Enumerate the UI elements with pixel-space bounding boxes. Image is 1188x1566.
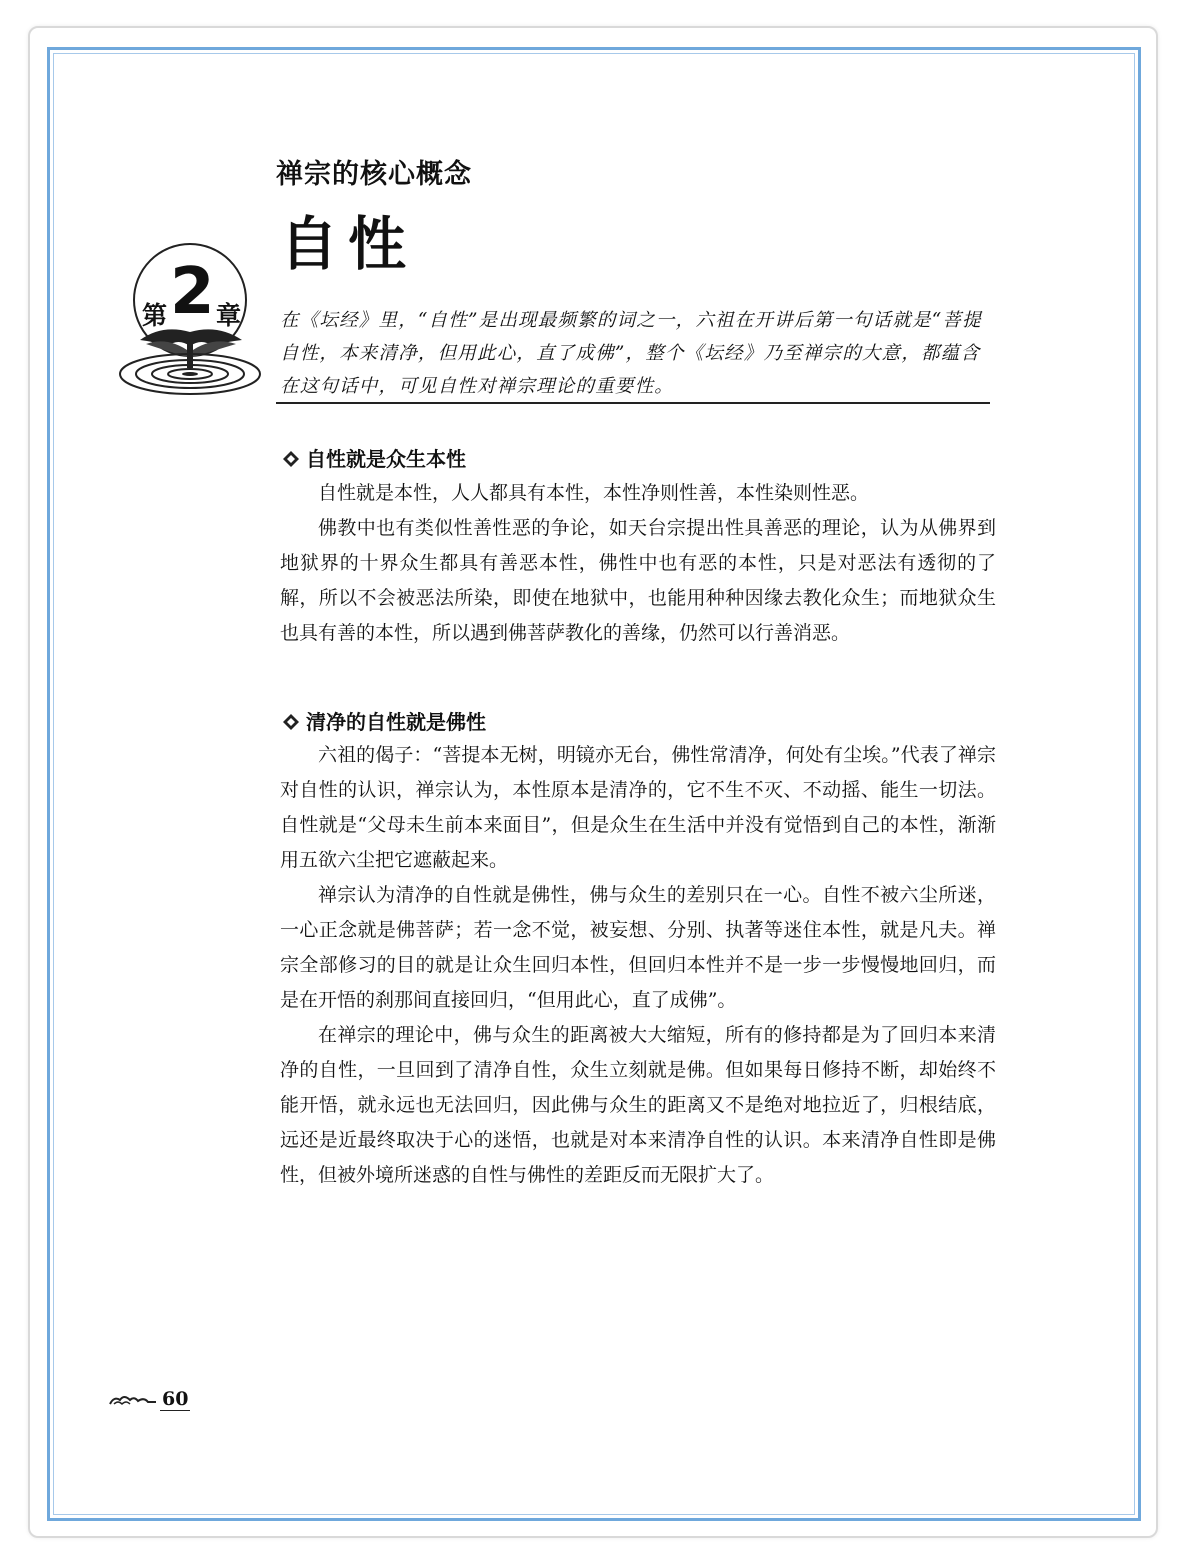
chapter-label bbox=[112, 255, 272, 342]
chapter-suffix: 章 bbox=[216, 301, 242, 330]
section-heading-1 bbox=[282, 443, 466, 472]
page-number: 60 bbox=[162, 1388, 189, 1410]
cloud-ornament-icon bbox=[108, 1392, 158, 1408]
paragraph: 在禅宗的理论中，佛与众生的距离被大大缩短，所有的修持都是为了回归本来清净的自性，一旦回到了清净自性，众生立刻就是佛。但如果每日修持不断，却始终不能开悟，就永远也无法回归，因此佛与众生的距离又不是绝对地拉近了，归根结底，远还是近最终取决于心的迷悟，也就是对本来清净自性的认识。本来清净自性即是佛性，但被外境所迷惑的自性与佛性的差距反而无限扩大了。 bbox=[280, 1024, 996, 1186]
chapter-intro: 在《坛经》里，“自性”是出现最频繁的词之一，六祖在开讲后第一句话就是“菩提自性，本来清净，但用此心，直了成佛”，整个《坛经》乃至禅宗的大意，都蕴含在这句话中，可见自性对禅宗理论的重要性。 bbox=[280, 310, 982, 397]
paragraph: 自性就是本性，人人都具有本性，本性净则性善，本性染则性恶。 bbox=[318, 482, 870, 504]
paragraph: 六祖的偈子：“菩提本无树，明镜亦无台，佛性常清净，何处有尘埃。”代表了禅宗对自性的认识，禅宗认为，本性原本是清净的，它不生不灭、不动摇、能生一切法。自性就是“父母未生前本来面目”，但是众生在生活中并没有觉悟到自己的本性，渐渐用五欲六尘把它遮蔽起来。 bbox=[280, 744, 996, 871]
chapter-subtitle: 禅宗的核心概念 bbox=[276, 159, 472, 190]
section-heading-2-text: 清净的自性就是佛性 bbox=[306, 710, 486, 734]
diamond-bullet-icon bbox=[282, 450, 300, 468]
section-heading-2 bbox=[282, 706, 486, 735]
chapter-title: 自性 bbox=[280, 210, 417, 278]
section-heading-1-text: 自性就是众生本性 bbox=[306, 447, 466, 471]
paragraph: 佛教中也有类似性善性恶的争论，如天台宗提出性具善恶的理论，认为从佛界到地狱界的十界众生都具有善恶本性，佛性中也有恶的本性，只是对恶法有透彻的了解，所以不会被恶法所染，即使在地狱中，也能用种种因缘去教化众生；而地狱众生也具有善的本性，所以遇到佛菩萨教化的善缘，仍然可以行善消恶。 bbox=[280, 517, 996, 644]
chapter-number: 2 bbox=[170, 255, 215, 329]
section-body-2 bbox=[280, 738, 996, 1193]
section-body-1 bbox=[280, 476, 996, 651]
paragraph: 禅宗认为清净的自性就是佛性，佛与众生的差别只在一心。自性不被六尘所迷，一心正念就是佛菩萨；若一念不觉，被妄想、分别、执著等迷住本性，就是凡夫。禅宗全部修习的目的就是让众生回归本性，但回归本性并不是一步一步慢慢地回归，而是在开悟的刹那间直接回归，“但用此心，直了成佛”。 bbox=[280, 884, 996, 1011]
diamond-bullet-icon bbox=[282, 713, 300, 731]
page-footer bbox=[108, 1388, 190, 1410]
chapter-prefix: 第 bbox=[142, 301, 168, 330]
divider bbox=[276, 402, 990, 404]
